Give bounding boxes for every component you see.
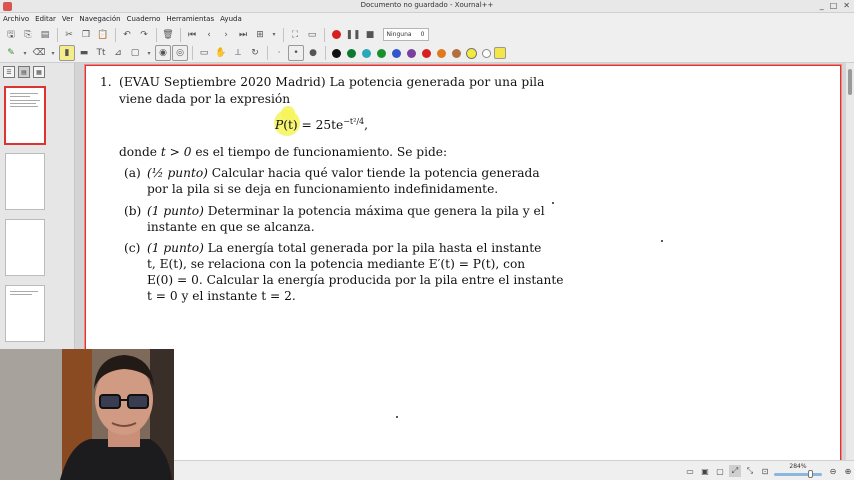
rectangle-icon[interactable]: ▢ [130, 48, 140, 58]
ink-dot [661, 240, 663, 242]
color-yellow[interactable] [467, 49, 476, 58]
zoom-minus-icon[interactable]: ⊖ [829, 466, 837, 476]
menu-ayuda[interactable]: Ayuda [220, 15, 242, 23]
part-c-line-2: t, E(t), se relaciona con la potencia mediante E′(t) = P(t), con [147, 257, 526, 271]
color-white[interactable] [482, 49, 491, 58]
part-c-line-4: t = 0 y el instante t = 2. [147, 289, 296, 303]
layer-number: 0 [420, 31, 425, 38]
part-b-points: (1 punto) [147, 204, 204, 218]
color-red[interactable] [422, 49, 431, 58]
medium-width-icon[interactable]: • [288, 45, 304, 61]
cut-icon[interactable]: ✂ [65, 29, 73, 40]
eraser-dropdown-icon[interactable]: ▾ [51, 49, 55, 57]
formula [275, 117, 368, 132]
part-a-line-2: por la pila si se deja en funcionamiento indefinidamente. [147, 182, 499, 196]
condition-post: es el tiempo de funcionamiento. Se pide: [191, 145, 448, 159]
part-a-text-1: Calcular hacia qué valor tiende la potencia generada [207, 166, 540, 180]
thick-width-icon[interactable]: ● [309, 48, 317, 58]
tools-toolbar [0, 44, 854, 63]
document-page[interactable] [85, 65, 841, 460]
part-b-label: (b) [124, 204, 142, 218]
ink-dot [552, 202, 554, 204]
formula-exponent: −t²/4 [343, 117, 365, 126]
zoom-slider[interactable] [774, 463, 822, 479]
eraser-icon[interactable]: ⌫ [32, 48, 46, 58]
zoom-fit-width-icon[interactable]: ▣ [701, 466, 709, 476]
formula-rhs: = 25te [301, 118, 344, 133]
formula-end: , [364, 118, 369, 133]
pen-dropdown-icon[interactable]: ▾ [23, 49, 27, 57]
ink-dot [396, 416, 398, 418]
formula-lhs: P [275, 118, 284, 133]
color-blue[interactable] [392, 49, 401, 58]
insert-page-icon[interactable]: ⊞ [256, 29, 264, 40]
close-button[interactable]: ✕ [843, 1, 850, 10]
fullscreen-icon[interactable]: ⛶ [291, 29, 299, 40]
compass-icon[interactable]: ↻ [251, 48, 259, 58]
record-icon[interactable] [328, 27, 344, 43]
vertical-space-icon[interactable]: ▭ [199, 48, 209, 58]
menu-cuaderno[interactable]: Cuaderno [126, 15, 161, 23]
color-brown[interactable] [452, 49, 461, 58]
color-orange[interactable] [437, 49, 446, 58]
condition-math: t > 0 [160, 145, 192, 159]
fine-width-icon[interactable]: · [277, 48, 281, 58]
zoom-tool-icon[interactable]: ⤢ [729, 465, 741, 477]
sidebar-layers-icon[interactable]: ▦ [33, 66, 45, 78]
menu-bar [0, 13, 854, 25]
condition-line [119, 145, 447, 159]
color-green[interactable] [347, 49, 356, 58]
pen-icon[interactable]: ✎ [7, 48, 15, 58]
condition-pre: donde [119, 145, 161, 159]
part-a-points: (½ punto) [147, 166, 208, 180]
part-c-line-1 [147, 241, 541, 255]
vertical-scrollbar[interactable] [846, 63, 854, 460]
menu-archivo[interactable]: Archivo [3, 15, 30, 23]
zoom-plus-icon[interactable]: ⊕ [844, 466, 852, 476]
title-bar [0, 0, 854, 13]
part-c-line-3: E(0) = 0. Calcular la energía producida por la pila entre el instante [147, 273, 564, 287]
custom-color-icon[interactable] [494, 47, 506, 59]
scrollbar-thumb[interactable] [848, 69, 852, 95]
part-a-label: (a) [124, 166, 141, 180]
first-page-icon[interactable]: ⏮ [187, 29, 197, 40]
part-b-line-2: instante en que se alcanza. [147, 220, 315, 234]
presentation-icon[interactable]: ▭ [307, 29, 317, 40]
last-page-icon[interactable]: ⏭ [238, 29, 248, 40]
menu-editar[interactable]: Editar [35, 15, 56, 23]
image-icon[interactable]: ▬ [79, 48, 89, 58]
intro-line-2: viene dada por la expresión [119, 92, 291, 106]
redo-icon[interactable]: ↷ [140, 29, 148, 40]
maximize-button[interactable]: □ [829, 1, 838, 10]
zoom-out-icon[interactable]: ⤡ [746, 466, 754, 475]
part-c-label: (c) [124, 241, 141, 255]
zoom-label: 284% [789, 463, 807, 470]
item-number: 1. [100, 75, 112, 89]
layer-select-value: Ninguna [386, 31, 412, 38]
paste-icon[interactable]: 📋 [97, 29, 109, 40]
select-object-icon[interactable]: ◎ [172, 45, 188, 61]
highlighter-icon[interactable]: ▮ [59, 45, 75, 61]
new-icon[interactable]: ⎘ [24, 29, 32, 40]
hand-icon[interactable]: ✋ [215, 48, 227, 58]
text-tool-icon[interactable]: Tt [96, 48, 106, 58]
zoom-track[interactable] [774, 473, 822, 476]
part-a-line-1 [147, 166, 540, 180]
webcam-person-image [0, 349, 174, 480]
part-b-text-1: Determinar la potencia máxima que genera la pila y el [203, 204, 545, 218]
select-region-icon[interactable]: ◉ [155, 45, 171, 61]
prev-page-icon[interactable]: ‹ [207, 29, 211, 40]
page-preview-sidebar [0, 63, 75, 353]
menu-navegacion[interactable]: Navegación [79, 15, 121, 23]
pages-layout-icon[interactable]: ▢ [716, 466, 724, 476]
next-page-icon[interactable]: › [224, 29, 228, 40]
save-icon[interactable]: 🖫 [7, 29, 15, 40]
color-cyan[interactable] [362, 49, 371, 58]
delete-icon[interactable]: 🗑 [162, 29, 174, 40]
zoom-fit-page-icon[interactable]: ▭ [686, 466, 694, 476]
page-thumbnail-1[interactable] [5, 87, 45, 144]
insert-page-dropdown-icon[interactable]: ▾ [272, 31, 276, 38]
menu-herramientas[interactable]: Herramientas [166, 15, 215, 23]
webcam-overlay [0, 349, 174, 480]
main-toolbar [0, 25, 854, 44]
sidebar-outline-icon[interactable]: ☰ [3, 66, 15, 78]
minimize-button[interactable]: _ [819, 1, 824, 10]
pause-icon[interactable]: ❚❚ [345, 29, 361, 40]
fullscreen-status-icon[interactable]: ⊡ [761, 466, 769, 476]
page-thumbnail-4[interactable] [5, 285, 45, 342]
color-black[interactable] [332, 49, 341, 58]
color-purple[interactable] [407, 49, 416, 58]
ruler-icon[interactable]: ⟂ [234, 48, 241, 58]
zoom-slider-handle[interactable] [808, 470, 813, 478]
document-canvas[interactable] [76, 63, 846, 460]
color-light-green[interactable] [377, 49, 386, 58]
intro-line-1: (EVAU Septiembre 2020 Madrid) La potencia generada por una pila [119, 75, 545, 89]
page-thumbnail-2[interactable] [5, 153, 45, 210]
menu-ver[interactable]: Ver [61, 15, 74, 23]
part-c-points: (1 punto) [147, 241, 204, 255]
window-title: Documento no guardado - Xournal++ [360, 1, 494, 9]
open-icon[interactable]: ▤ [40, 29, 50, 40]
page-thumbnail-3[interactable] [5, 219, 45, 276]
shape-dropdown-icon[interactable]: ▾ [147, 49, 151, 57]
sidebar-pages-icon[interactable]: ▤ [18, 66, 30, 78]
formula-arg: (t) [283, 118, 298, 133]
status-bar [174, 460, 854, 480]
shape-recognizer-icon[interactable]: ⊿ [114, 48, 122, 58]
part-b-line-1 [147, 204, 545, 218]
copy-icon[interactable]: ❐ [81, 29, 91, 40]
part-c-text-1: La energía total generada por la pila hasta el instante [203, 241, 542, 255]
layer-select[interactable] [383, 28, 429, 41]
stop-icon[interactable]: ■ [365, 29, 375, 40]
undo-icon[interactable]: ↶ [123, 29, 131, 40]
